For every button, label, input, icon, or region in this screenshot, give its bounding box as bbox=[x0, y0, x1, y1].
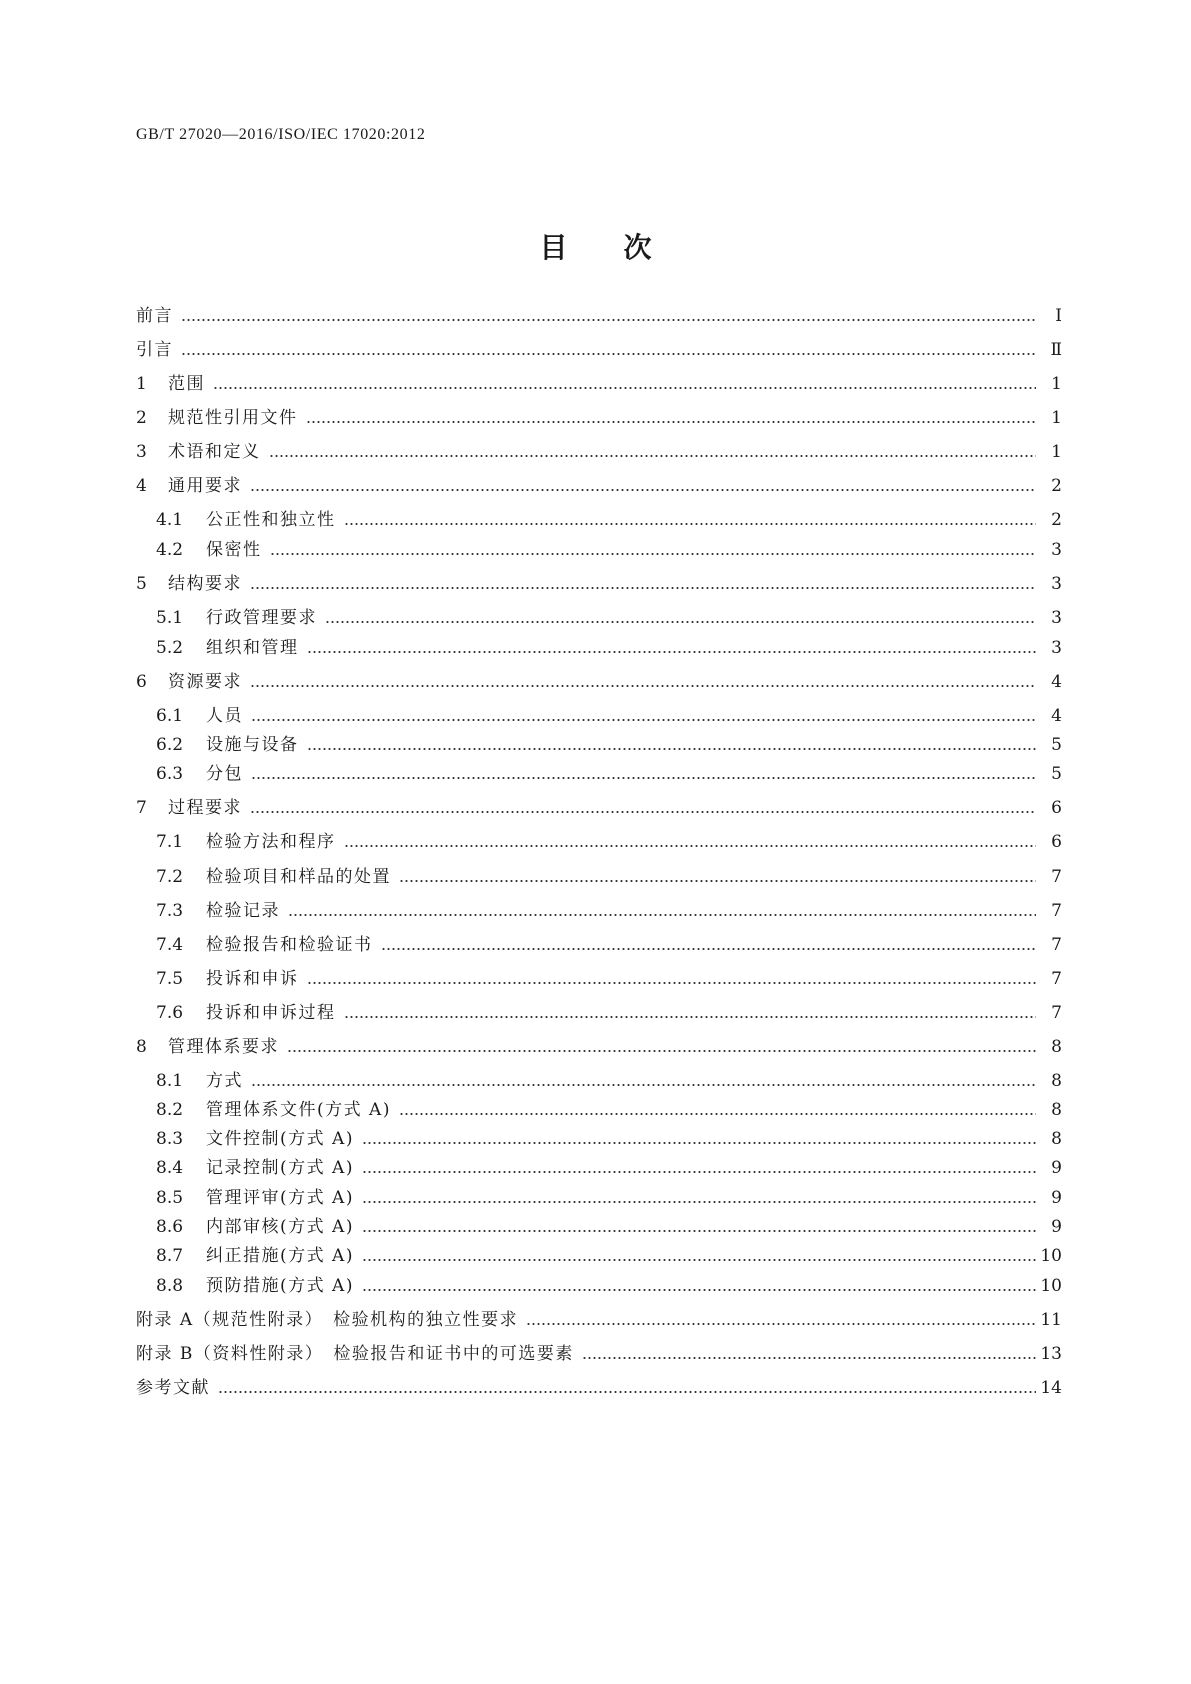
toc-entry[interactable] bbox=[156, 506, 1062, 534]
toc-entry-label: 术语和定义 bbox=[168, 442, 261, 462]
toc-entry-page: 10 bbox=[1040, 1246, 1062, 1266]
toc-entry-number: 8 bbox=[136, 1037, 147, 1057]
dot-leader bbox=[250, 685, 1036, 687]
toc-entry[interactable] bbox=[156, 1184, 1062, 1212]
toc-entry-page: 11 bbox=[1040, 1310, 1062, 1330]
toc-entry-page: 8 bbox=[1051, 1071, 1062, 1091]
dot-leader bbox=[344, 845, 1037, 847]
dot-leader bbox=[218, 1391, 1036, 1393]
toc-entry[interactable] bbox=[156, 1213, 1062, 1241]
toc-entry-page: 1 bbox=[1051, 408, 1062, 428]
toc-entry-label: 保密性 bbox=[206, 540, 262, 560]
toc-entry-label: 检验报告和检验证书 bbox=[206, 935, 373, 955]
toc-entry-number: 5.1 bbox=[156, 608, 184, 628]
toc-entry-number: 7.4 bbox=[156, 935, 184, 955]
dot-leader bbox=[307, 748, 1037, 750]
table-of-contents bbox=[136, 0, 1062, 1684]
toc-entry-page: 1 bbox=[1051, 442, 1062, 462]
toc-entry-label: 过程要求 bbox=[168, 798, 242, 818]
toc-entry[interactable] bbox=[156, 1242, 1062, 1270]
toc-entry-label: 检验方法和程序 bbox=[206, 832, 336, 852]
toc-entry[interactable] bbox=[136, 1374, 1062, 1402]
toc-entry-page: 2 bbox=[1051, 510, 1062, 530]
toc-entry-label: 附录 A（规范性附录） 检验机构的独立性要求 bbox=[136, 1310, 519, 1330]
toc-entry-number: 7.5 bbox=[156, 969, 184, 989]
toc-entry[interactable] bbox=[136, 336, 1062, 364]
dot-leader bbox=[251, 777, 1036, 779]
toc-entry-number: 4.2 bbox=[156, 540, 184, 560]
toc-entry-number: 3 bbox=[136, 442, 147, 462]
dot-leader bbox=[251, 719, 1036, 721]
toc-entry-number: 7.1 bbox=[156, 832, 184, 852]
toc-entry[interactable] bbox=[136, 1306, 1062, 1334]
toc-entry-page: 14 bbox=[1040, 1378, 1062, 1398]
dot-leader bbox=[269, 455, 1037, 457]
toc-title: 目 次 bbox=[539, 231, 652, 264]
dot-leader bbox=[344, 1016, 1037, 1018]
toc-entry-number: 5 bbox=[136, 574, 147, 594]
toc-entry-number: 4.1 bbox=[156, 510, 184, 530]
toc-entry-number: 5.2 bbox=[156, 638, 184, 658]
toc-entry-label: 投诉和申诉 bbox=[206, 969, 299, 989]
toc-entry[interactable] bbox=[136, 1033, 1062, 1061]
toc-entry-label: 公正性和独立性 bbox=[206, 510, 336, 530]
toc-entry[interactable] bbox=[156, 1125, 1062, 1153]
toc-entry-number: 4 bbox=[136, 476, 147, 496]
toc-entry-label: 管理体系要求 bbox=[168, 1037, 279, 1057]
toc-entry-page: 8 bbox=[1051, 1129, 1062, 1149]
toc-entry-number: 8.8 bbox=[156, 1276, 184, 1296]
toc-entry-page: 7 bbox=[1051, 867, 1062, 887]
toc-entry[interactable] bbox=[136, 438, 1062, 466]
toc-entry-label: 组织和管理 bbox=[206, 638, 299, 658]
toc-entry-label: 方式 bbox=[206, 1071, 243, 1091]
toc-entry-number: 1 bbox=[136, 374, 147, 394]
toc-entry[interactable] bbox=[136, 570, 1062, 598]
dot-leader bbox=[251, 1084, 1036, 1086]
dot-leader bbox=[287, 1050, 1036, 1052]
toc-entry[interactable] bbox=[136, 302, 1062, 330]
toc-entry-page: 5 bbox=[1051, 764, 1062, 784]
toc-entry-page: 10 bbox=[1040, 1276, 1062, 1296]
toc-entry[interactable] bbox=[156, 965, 1062, 993]
toc-entry[interactable] bbox=[156, 536, 1062, 564]
toc-entry-page: 9 bbox=[1051, 1217, 1062, 1237]
toc-entry-number: 8.2 bbox=[156, 1100, 184, 1120]
dot-leader bbox=[399, 1113, 1036, 1115]
toc-entry[interactable] bbox=[156, 828, 1062, 856]
dot-leader bbox=[381, 948, 1037, 950]
toc-entry[interactable] bbox=[156, 634, 1062, 662]
standard-code-header: GB/T 27020—2016/ISO/IEC 17020:2012 bbox=[136, 126, 426, 143]
toc-entry[interactable] bbox=[156, 1096, 1062, 1124]
toc-entry-label: 引言 bbox=[136, 340, 173, 360]
dot-leader bbox=[582, 1357, 1036, 1359]
toc-entry-label: 结构要求 bbox=[168, 574, 242, 594]
toc-entry-number: 8.6 bbox=[156, 1217, 184, 1237]
toc-entry-label: 预防措施(方式 A) bbox=[206, 1276, 354, 1296]
dot-leader bbox=[526, 1323, 1036, 1325]
toc-entry[interactable] bbox=[156, 931, 1062, 959]
toc-entry-label: 检验记录 bbox=[206, 901, 280, 921]
toc-entry-page: 3 bbox=[1051, 638, 1062, 658]
toc-entry-number: 7.2 bbox=[156, 867, 184, 887]
toc-entry[interactable] bbox=[136, 370, 1062, 398]
toc-entry[interactable] bbox=[156, 999, 1062, 1027]
toc-entry-number: 2 bbox=[136, 408, 147, 428]
dot-leader bbox=[307, 982, 1037, 984]
toc-entry-page: Ⅰ bbox=[1055, 306, 1062, 326]
toc-entry-number: 7.3 bbox=[156, 901, 184, 921]
toc-entry-label: 参考文献 bbox=[136, 1378, 210, 1398]
toc-entry[interactable] bbox=[156, 702, 1062, 730]
toc-entry-page: 3 bbox=[1051, 608, 1062, 628]
toc-entry-label: 规范性引用文件 bbox=[168, 408, 298, 428]
dot-leader bbox=[270, 553, 1037, 555]
dot-leader bbox=[362, 1230, 1036, 1232]
dot-leader bbox=[362, 1142, 1036, 1144]
toc-entry[interactable] bbox=[156, 1154, 1062, 1182]
toc-entry-page: 13 bbox=[1040, 1344, 1062, 1364]
dot-leader bbox=[181, 353, 1036, 355]
dot-leader bbox=[288, 914, 1036, 916]
toc-entry-label: 记录控制(方式 A) bbox=[206, 1158, 354, 1178]
toc-entry[interactable] bbox=[136, 404, 1062, 432]
toc-entry-label: 分包 bbox=[206, 764, 243, 784]
dot-leader bbox=[250, 489, 1036, 491]
toc-entry-number: 7 bbox=[136, 798, 147, 818]
dot-leader bbox=[250, 811, 1036, 813]
toc-entry-page: 3 bbox=[1051, 540, 1062, 560]
toc-entry-page: 7 bbox=[1051, 935, 1062, 955]
dot-leader bbox=[362, 1171, 1036, 1173]
toc-entry[interactable] bbox=[156, 1272, 1062, 1300]
toc-entry-page: 7 bbox=[1051, 969, 1062, 989]
toc-entry-number: 6 bbox=[136, 672, 147, 692]
dot-leader bbox=[250, 587, 1036, 589]
dot-leader bbox=[344, 523, 1037, 525]
toc-entry-page: 8 bbox=[1051, 1037, 1062, 1057]
toc-entry-number: 7.6 bbox=[156, 1003, 184, 1023]
toc-entry-page: 6 bbox=[1051, 798, 1062, 818]
toc-entry[interactable] bbox=[156, 863, 1062, 891]
toc-entry[interactable] bbox=[156, 731, 1062, 759]
toc-entry[interactable] bbox=[156, 604, 1062, 632]
toc-entry-page: 7 bbox=[1051, 1003, 1062, 1023]
dot-leader bbox=[307, 651, 1037, 653]
toc-entry-label: 前言 bbox=[136, 306, 173, 326]
dot-leader bbox=[213, 387, 1036, 389]
toc-entry-page: Ⅱ bbox=[1050, 340, 1062, 360]
dot-leader bbox=[362, 1259, 1036, 1261]
toc-entry-label: 通用要求 bbox=[168, 476, 242, 496]
dot-leader bbox=[325, 621, 1036, 623]
toc-entry-page: 9 bbox=[1051, 1158, 1062, 1178]
toc-entry-label: 范围 bbox=[168, 374, 205, 394]
toc-entry-number: 6.3 bbox=[156, 764, 184, 784]
toc-entry-number: 8.1 bbox=[156, 1071, 184, 1091]
toc-entry-number: 6.1 bbox=[156, 706, 184, 726]
toc-entry-label: 人员 bbox=[206, 706, 243, 726]
toc-entry[interactable] bbox=[136, 668, 1062, 696]
toc-entry[interactable] bbox=[156, 897, 1062, 925]
dot-leader bbox=[306, 421, 1037, 423]
toc-entry[interactable] bbox=[156, 760, 1062, 788]
toc-entry-page: 5 bbox=[1051, 735, 1062, 755]
toc-entry-label: 附录 B（资料性附录） 检验报告和证书中的可选要素 bbox=[136, 1344, 574, 1364]
toc-entry-label: 设施与设备 bbox=[206, 735, 299, 755]
toc-entry-label: 内部审核(方式 A) bbox=[206, 1217, 354, 1237]
toc-entry[interactable] bbox=[156, 1067, 1062, 1095]
toc-entry-page: 4 bbox=[1051, 706, 1062, 726]
toc-entry-label: 管理评审(方式 A) bbox=[206, 1188, 354, 1208]
dot-leader bbox=[362, 1201, 1036, 1203]
toc-entry-label: 纠正措施(方式 A) bbox=[206, 1246, 354, 1266]
toc-entry[interactable] bbox=[136, 472, 1062, 500]
toc-entry-number: 8.5 bbox=[156, 1188, 184, 1208]
toc-entry-label: 检验项目和样品的处置 bbox=[206, 867, 391, 887]
toc-entry-page: 4 bbox=[1051, 672, 1062, 692]
toc-entry-number: 6.2 bbox=[156, 735, 184, 755]
toc-entry[interactable] bbox=[136, 794, 1062, 822]
toc-entry-page: 2 bbox=[1051, 476, 1062, 496]
toc-entry-page: 6 bbox=[1051, 832, 1062, 852]
toc-entry-page: 9 bbox=[1051, 1188, 1062, 1208]
toc-entry-label: 资源要求 bbox=[168, 672, 242, 692]
toc-entry-number: 8.3 bbox=[156, 1129, 184, 1149]
toc-entry-page: 1 bbox=[1051, 374, 1062, 394]
dot-leader bbox=[181, 319, 1036, 321]
toc-entry-label: 行政管理要求 bbox=[206, 608, 317, 628]
toc-entry-page: 7 bbox=[1051, 901, 1062, 921]
toc-entry-label: 投诉和申诉过程 bbox=[206, 1003, 336, 1023]
dot-leader bbox=[399, 880, 1036, 882]
toc-entry-number: 8.4 bbox=[156, 1158, 184, 1178]
toc-entry[interactable] bbox=[136, 1340, 1062, 1368]
toc-entry-label: 管理体系文件(方式 A) bbox=[206, 1100, 391, 1120]
toc-entry-number: 8.7 bbox=[156, 1246, 184, 1266]
toc-entry-page: 8 bbox=[1051, 1100, 1062, 1120]
toc-entry-label: 文件控制(方式 A) bbox=[206, 1129, 354, 1149]
dot-leader bbox=[362, 1289, 1036, 1291]
toc-entry-page: 3 bbox=[1051, 574, 1062, 594]
